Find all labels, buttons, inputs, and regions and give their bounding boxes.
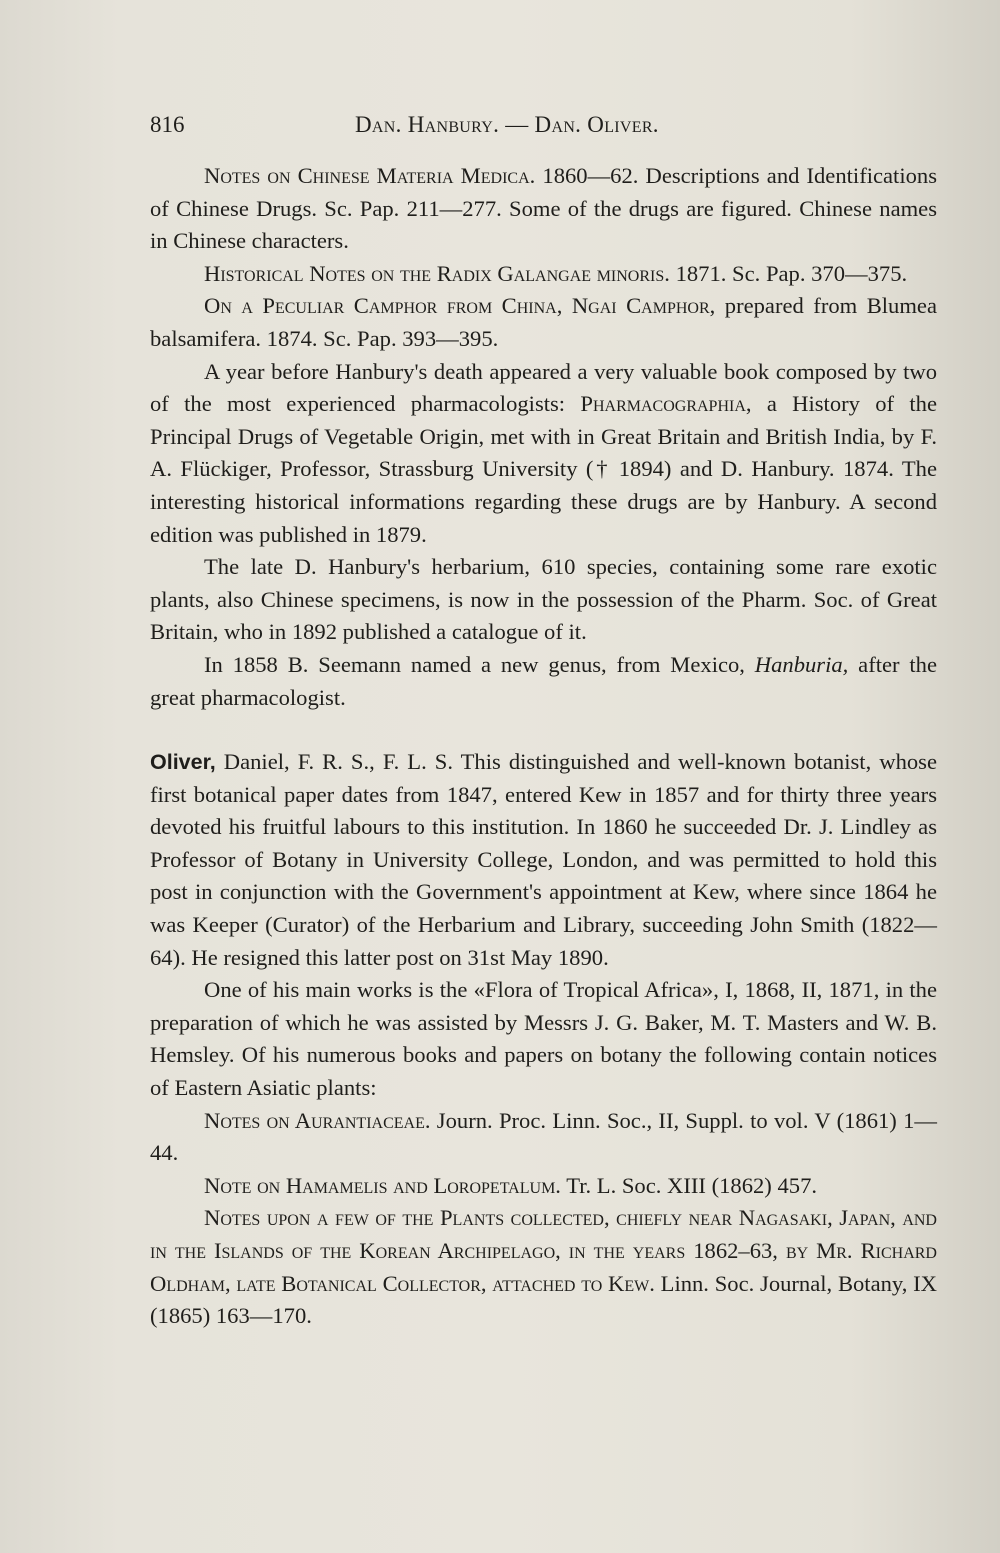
entry-text: Linn. Soc. Journal, Botany, IX (1865) 163—170. [150, 1270, 937, 1329]
entry-text: Journ. Proc. Linn. Soc., II, Suppl. to vol. V (1861) 1—44. [150, 1107, 937, 1166]
entry-name: Oliver, [150, 750, 216, 775]
page-number: 816 [150, 112, 185, 137]
entry-text: prepared from Blumea balsamifera. 1874. Sc. Pap. 393—395. [150, 293, 937, 351]
paragraph-text: Daniel, F. R. S., F. L. S. This distinguished and well-known botanist, whose first botanical paper dates from 1847, entered Kew in 1857 and for thirty three years devoted his fruitful labours to this institution. In 1860 he succeeded Dr. J. Lindley as Professor of Botany in University College, London, and was permitted to hold this post in conjunction with the Government's appointment at Kew, where since 1864 he was Keeper (Curator) of the Herbarium and Library, succeeding John Smith (1822—64). He resigned this latter post on 31st May 1890. [150, 749, 937, 970]
paragraph-text: after the great pharmacologist. [150, 651, 937, 710]
paragraph-radix-galangae [150, 258, 937, 291]
paragraph-aurantiaceae [150, 1105, 937, 1170]
entry-text: Tr. L. Soc. XIII (1862) 457. [560, 1172, 818, 1198]
entry-title: Notes upon a few of the Plants collected, chiefly near Nagasaki, Japan, and in the Islands of the Korean Archipelago, in the years 1862–63, by Mr. Richard Oldham, late Botanical Collector, attached to Kew. [150, 1205, 937, 1296]
entry-title: On a Peculiar Camphor from China, Ngai Camphor, [204, 293, 716, 319]
paragraph-pharmacographia [150, 356, 937, 552]
paragraph-flora-tropical-africa [150, 974, 937, 1104]
paragraph-text: The late D. Hanbury's herbarium, 610 species, containing some rare exotic plants, also Chinese specimens, is now in the possession of the Pharm. Soc. of Great Britain, who in 1892 published a catalogue of it. [150, 554, 937, 645]
paragraph-notes-chinese-materia-medica [150, 160, 937, 258]
entry-title: Note on Hamamelis and Loropetalum. [204, 1172, 561, 1198]
paragraph-hamamelis [150, 1170, 937, 1203]
paragraph-ngai-camphor [150, 290, 937, 355]
entry-text: 1860—62. Descriptions and Identifications of Chinese Drugs. Sc. Pap. 211—277. Some of the drugs are figured. Chinese names in Chinese characters. [150, 163, 937, 254]
running-head: Dan. Hanbury. — Dan. Oliver. [355, 112, 659, 137]
paragraph-herbarium [150, 551, 937, 649]
book-title: Pharmacographia, [580, 391, 752, 417]
entry-title: Historical Notes on the Radix Galangae minoris. [204, 260, 670, 286]
entry-title: Notes on Chinese Materia Medica. [204, 163, 536, 188]
paragraph-hanburia [150, 649, 937, 714]
paragraph-oldham-plants [150, 1202, 937, 1332]
genus-name: Hanburia, [754, 651, 849, 677]
paragraph-text: One of his main works is the «Flora of Tropical Africa», I, 1868, II, 1871, in the preparation of which he was assisted by Messrs J. G. Baker, M. T. Masters and W. B. Hemsley. Of his numerous books and papers on botany the following contain notices of Eastern Asiatic plants: [150, 977, 937, 1101]
paragraph-text: a History of the Principal Drugs of Vegetable Origin, met with in Great Britain and British India, by F. A. Flückiger, Professor, Strassburg University († 1894) and D. Hanbury. 1874. The interesting historical informations regarding these drugs are by Hanbury. A second edition was published in 1879. [150, 391, 937, 547]
paragraph-text: In 1858 B. Seemann named a new genus, from Mexico, [204, 651, 755, 677]
paragraph-text: A year before Hanbury's death appeared a very valuable book composed by two of the most experienced pharmacologists: [150, 358, 937, 417]
entry-text: 1871. Sc. Pap. 370—375. [669, 260, 908, 286]
page-header [150, 112, 938, 146]
body-text [150, 160, 937, 1333]
entry-title: Notes on Aurantiaceae. [204, 1107, 431, 1133]
paragraph-oliver-entry [150, 746, 937, 974]
